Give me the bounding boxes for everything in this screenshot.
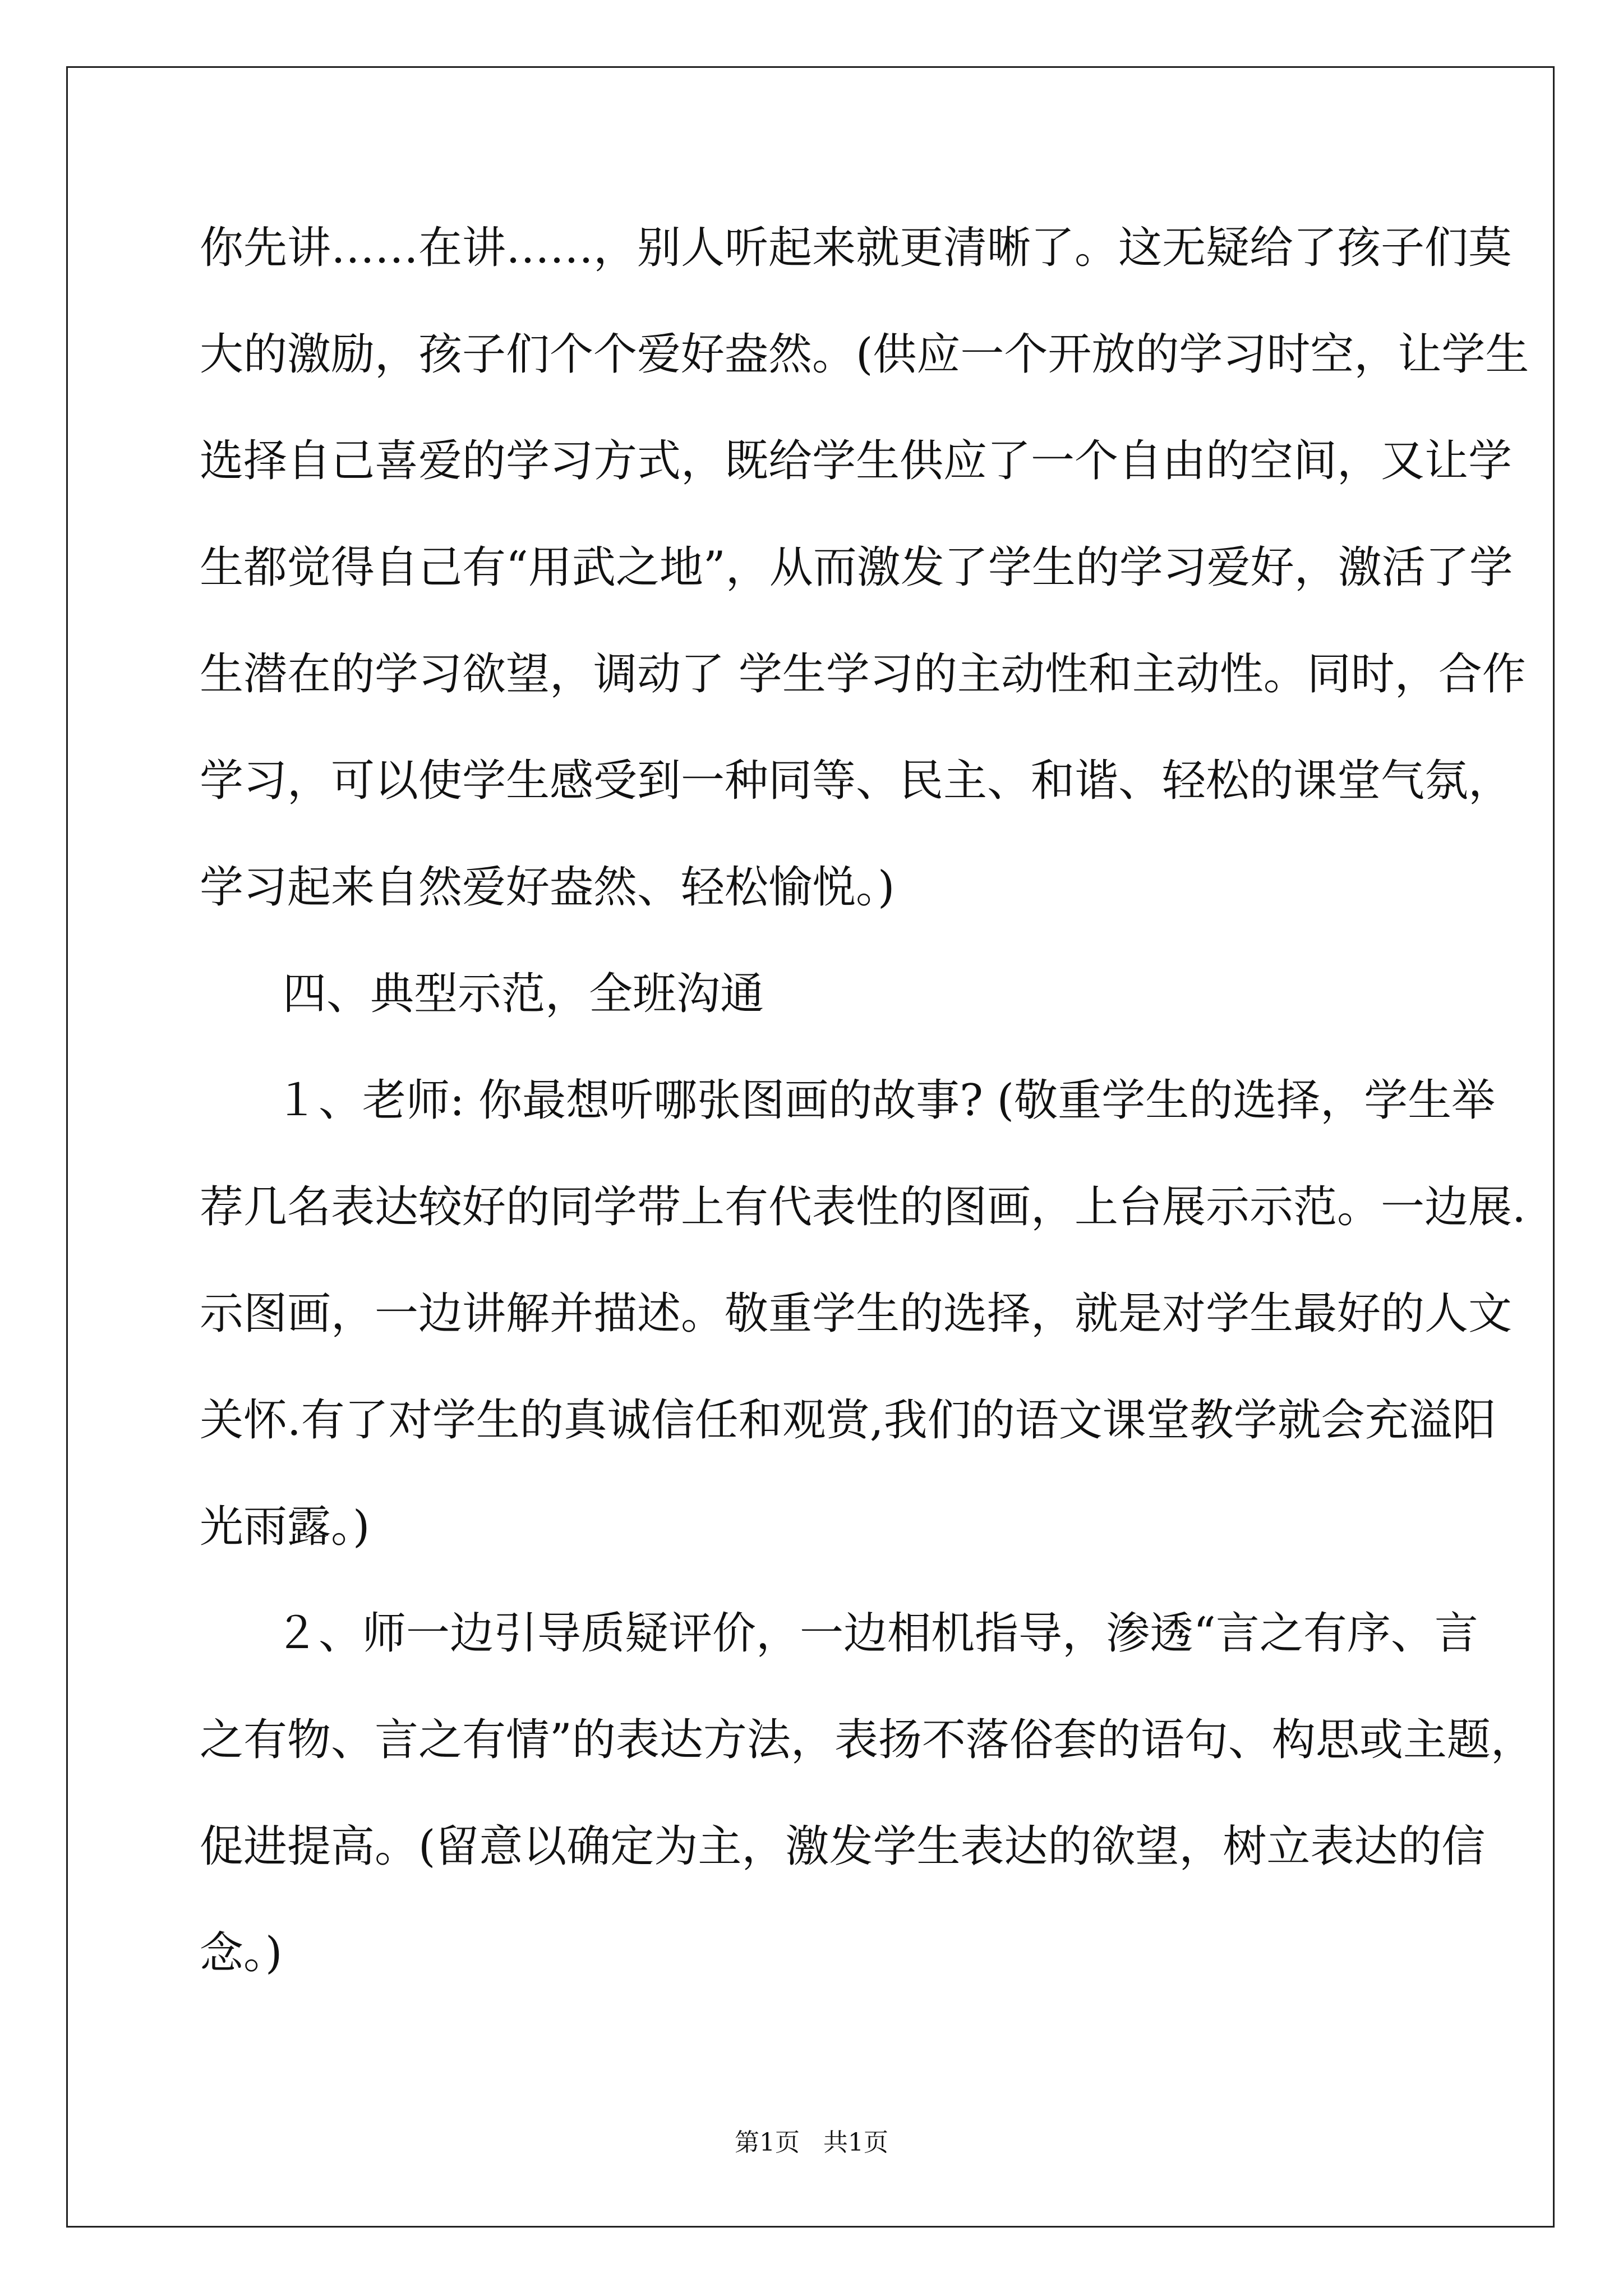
paragraph-line: 生潜在的学习欲望，调动了 学生学习的主动性和主动性。同时，合作: [200, 649, 1526, 700]
paragraph-line: 荐几名表达较好的同学带上有代表性的图画，上台展示示范。一边展.: [200, 1182, 1526, 1232]
paragraph-line: 生都觉得自己有“用武之地”，从而激发了学生的学习爱好，激活了学: [200, 542, 1513, 593]
paragraph-line: 促进提高。(留意以确定为主，激发学生表达的欲望，树立表达的信: [200, 1821, 1486, 1872]
paragraph-line: 大的激励，孩子们个个爱好盎然。(供应一个开放的学习时空，让学生: [200, 329, 1529, 380]
paragraph-line: 你先讲……在讲……，别人听起来就更清晰了。这无疑给了孩子们莫: [200, 223, 1513, 273]
paragraph-line: 关怀.有了对学生的真诚信任和观赏,我们的语文课堂教学就会充溢阳: [200, 1395, 1496, 1446]
paragraph-line: 念。): [200, 1928, 283, 1978]
paragraph-line: 学习，可以使学生感受到一种同等、民主、和谐、轻松的课堂气氛，: [200, 756, 1513, 806]
paragraph-line: 示图画，一边讲解并描述。敬重学生的选择，就是对学生最好的人文: [200, 1289, 1513, 1339]
paragraph-line: 光雨露。): [200, 1502, 370, 1552]
page-number-footer: 第1页 共1页: [735, 2128, 888, 2157]
paragraph-line: 选择自己喜爱的学习方式，既给学生供应了一个自由的空间，又让学: [200, 436, 1513, 486]
page-border: [66, 66, 1555, 2228]
section-heading: 四、典型示范，全班沟通: [283, 969, 764, 1019]
paragraph-line: 之有物、言之有情”的表达方法，表扬不落俗套的语句、构思或主题，: [200, 1715, 1534, 1765]
paragraph-line: ２、师一边引导质疑评价，一边相机指导，渗透“言之有序、言: [275, 1608, 1478, 1659]
paragraph-line: 学习起来自然爱好盎然、轻松愉悦。): [200, 862, 895, 913]
paragraph-line: １、老师: 你最想听哪张图画的故事? (敬重学生的选择，学生举: [275, 1075, 1496, 1126]
